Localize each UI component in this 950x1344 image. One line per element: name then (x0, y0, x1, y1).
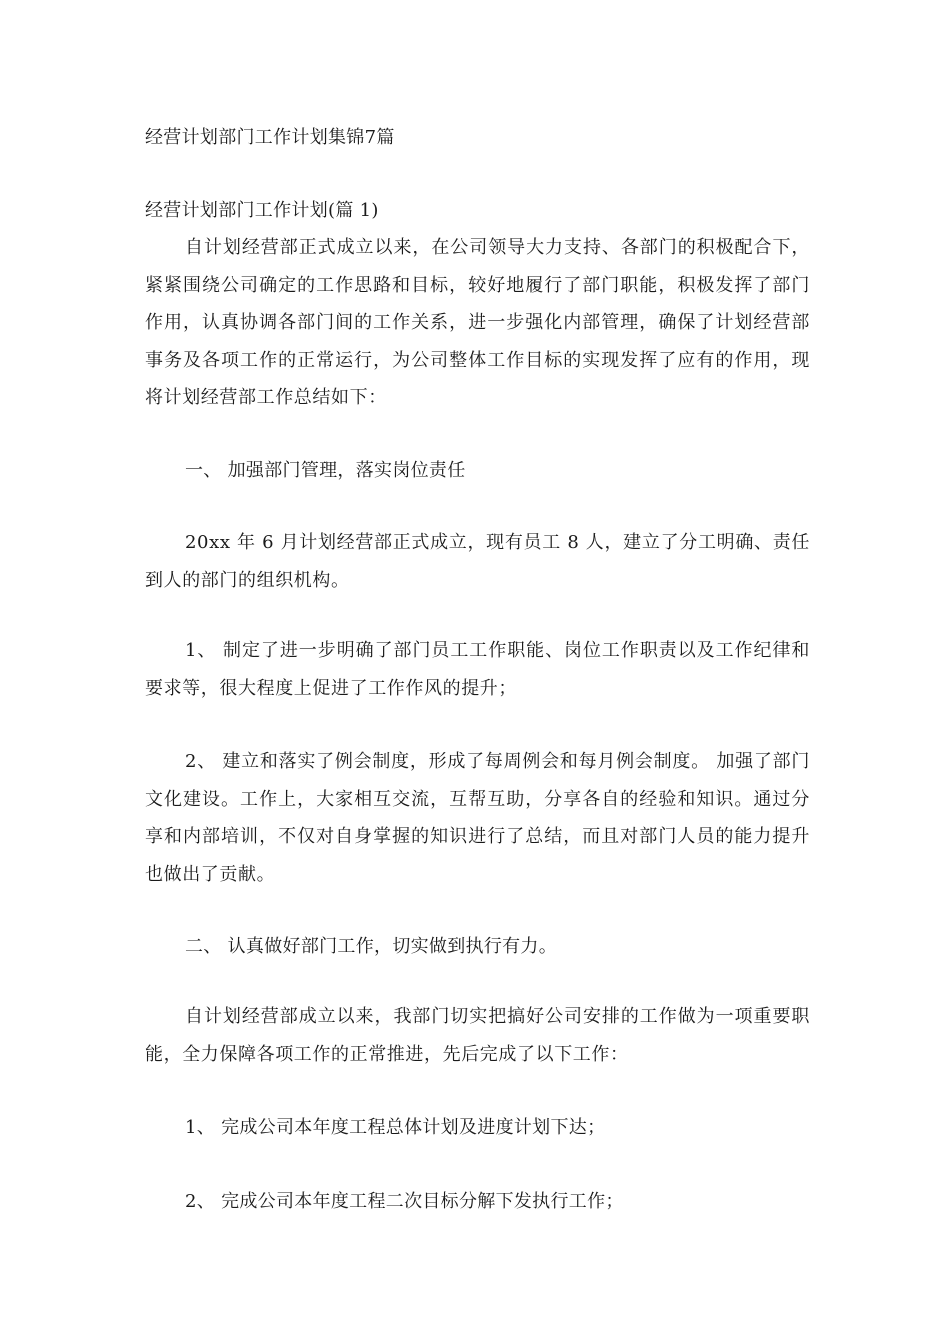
list-item-2-1: 1、 完成公司本年度工程总体计划及进度计划下达； (185, 1117, 606, 1138)
list-item-1-2: 2、 建立和落实了例会制度，形成了每周例会和每月例会制度。 加强了部门文化建设。工作上，大家相互交流，互帮互助，分享各自的经验和知识。通过分享和内部培训，不仅对自身掌握的知识进行了总结，而且对部门人员的能力提升也做出了贡献。 (145, 751, 810, 885)
paragraph-two: 自计划经营部成立以来，我部门切实把搞好公司安排的工作做为一项重要职能，全力保障各项工作的正常推进，先后完成了以下工作： (145, 1006, 810, 1065)
document-title: 经营计划部门工作计划集锦7篇 (145, 127, 395, 148)
paragraph-one: 20xx 年 6 月计划经营部正式成立，现有员工 8 人，建立了分工明确、责任到人的部门的组织机构。 (145, 532, 810, 591)
heading-two: 二、 认真做好部门工作，切实做到执行有力。 (185, 936, 558, 957)
heading-one: 一、 加强部门管理，落实岗位责任 (185, 460, 466, 481)
list-item-2-2: 2、 完成公司本年度工程二次目标分解下发执行工作； (185, 1191, 624, 1212)
section-heading: 经营计划部门工作计划(篇 1) (145, 200, 379, 221)
intro-paragraph: 自计划经营部正式成立以来，在公司领导大力支持、各部门的积极配合下，紧紧围绕公司确定的工作思路和目标，较好地履行了部门职能，积极发挥了部门作用，认真协调各部门间的工作关系，进一步强化内部管理，确保了计划经营部事务及各项工作的正常运行，为公司整体工作目标的实现发挥了应有的作用，现将计划经营部工作总结如下： (145, 237, 810, 408)
list-item-1-1: 1、 制定了进一步明确了部门员工工作职能、岗位工作职责以及工作纪律和要求等，很大程度上促进了工作作风的提升； (145, 640, 810, 699)
